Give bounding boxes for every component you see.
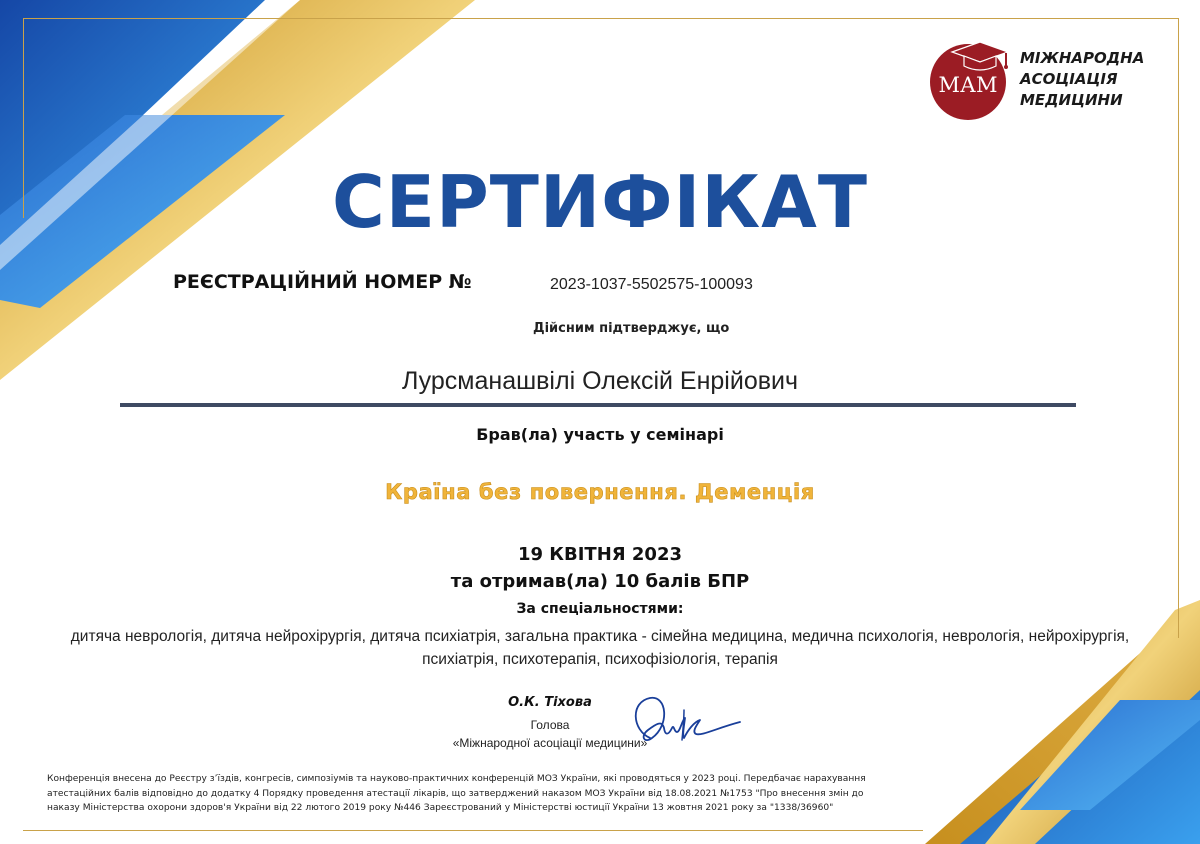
- recipient-name: Лурсманашвілі Олексій Енрійович: [401, 367, 798, 395]
- registration-number: 2023-1037-5502575-100093: [550, 276, 753, 293]
- signatory-role: Голова: [530, 718, 570, 732]
- name-underline: [120, 403, 1076, 407]
- organization-logo: [928, 36, 1158, 126]
- logo-initials: МАМ: [938, 73, 998, 97]
- certificate-title: СЕРТИФІКАТ: [331, 160, 869, 244]
- specialties-label: За спеціальностями:: [516, 601, 684, 617]
- signatory-organization: «Міжнародної асоціації медицини»: [452, 736, 648, 750]
- frame-bottom: [23, 830, 923, 831]
- participation-text: Брав(ла) участь у семінарі: [476, 425, 724, 444]
- specialties-list: дитяча неврологія, дитяча нейрохірургія, дитяча психіатрія, загальна практика - сімейна медицина, медична психологія, неврологія, нейрохірургія, психіатрія, психотерапія, психофізіологія, терапія: [70, 628, 1130, 668]
- confirmation-text: Дійсним підтверджує, що: [533, 321, 730, 336]
- logo-line-3: МЕДИЦИНИ: [1020, 91, 1123, 109]
- logo-line-1: МІЖНАРОДНА: [1020, 49, 1145, 67]
- handwritten-signature: [622, 680, 752, 760]
- registration-label: РЕЄСТРАЦІЙНИЙ НОМЕР №: [173, 271, 472, 293]
- footnote: Конференція внесена до Реєстру з’їздів, конгресів, симпозіумів та науково-практичних конференцій МОЗ України, які проводяться у 2023 році. Передбачає нарахування атестаційних балів відповідно до додатку 4 Порядку проведення атестації лікарів, що затверджений наказом МОЗ України від 18.08.2021 №1753 "Про внесення змін до наказу Міністерства охорони здоров'я України від 22 лютого 2019 року №446 Зареєстрований у Міністерстві юстиції України 13 жовтня 2021 року за "1338/36960": [47, 774, 866, 813]
- logo-text: [1020, 48, 1144, 111]
- event-date: 19 КВІТНЯ 2023: [517, 544, 682, 565]
- logo-line-2: АСОЦІАЦІЯ: [1020, 70, 1118, 88]
- mam-emblem-icon: [928, 36, 1018, 126]
- seminar-title: Країна без повернення. Деменція: [385, 480, 815, 504]
- frame-top: [23, 18, 1179, 19]
- points-text: та отримав(ла) 10 балів БПР: [450, 571, 750, 592]
- signatory-name: О.К. Тіхова: [508, 695, 592, 710]
